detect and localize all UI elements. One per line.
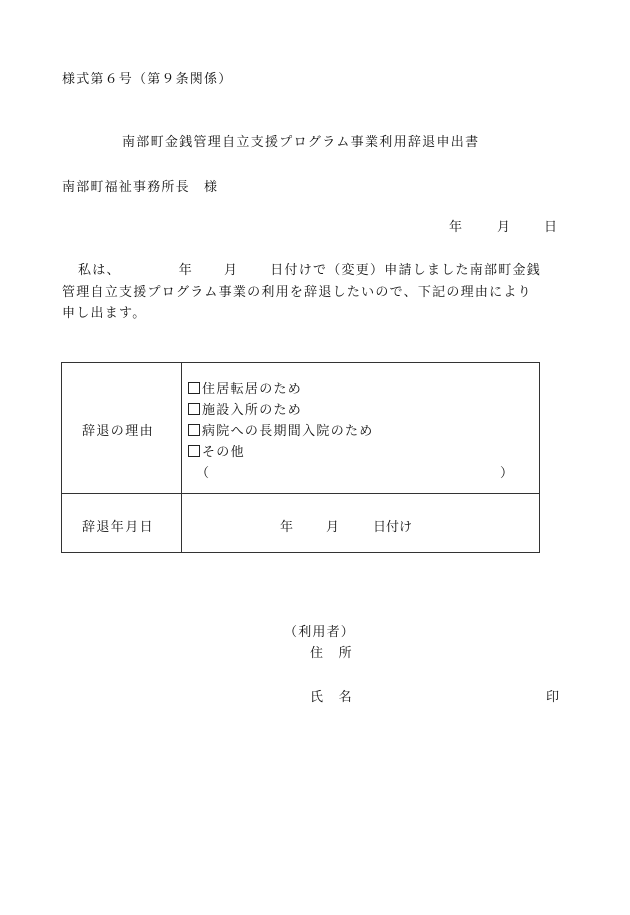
withdrawal-date-label: 辞退年月日 (82, 520, 155, 535)
reason-option-label: 施設入所のため (202, 403, 303, 418)
addressee: 南部町福祉事務所長 様 (62, 180, 219, 195)
reason-option-facility[interactable] (188, 399, 302, 418)
table-divider-horizontal (62, 493, 539, 494)
withdrawal-year: 年 (280, 520, 294, 535)
withdrawal-table (61, 362, 540, 553)
reason-option-other[interactable] (188, 441, 245, 460)
reason-label: 辞退の理由 (82, 424, 155, 439)
checkbox-icon[interactable] (188, 403, 200, 415)
seal-label: 印 (546, 690, 561, 705)
withdrawal-month: 月 (326, 520, 340, 535)
withdrawal-day: 日付け (373, 520, 413, 535)
body-line-1 (62, 259, 541, 278)
applicant-label: （利用者） (284, 625, 356, 640)
reason-option-hospital[interactable] (188, 420, 374, 439)
reason-option-relocation[interactable] (188, 378, 302, 397)
checkbox-icon[interactable] (188, 382, 200, 394)
applicant-address-label: 住 所 (310, 646, 353, 661)
date-day-label: 日 (544, 220, 559, 235)
date-month-label: 月 (497, 220, 512, 235)
other-reason-paren-open: （ (196, 466, 210, 481)
body-line-3: 申し出ます。 (62, 306, 147, 321)
checkbox-icon[interactable] (188, 424, 200, 436)
other-reason-paren-close: ） (500, 466, 514, 481)
reason-option-label: 住居転居のため (202, 382, 303, 397)
reason-option-label: 病院への長期間入院のため (202, 424, 374, 439)
body-line-2: 管理自立支援プログラム事業の利用を辞退したいので、下記の理由により (62, 285, 532, 300)
date-year-label: 年 (449, 220, 464, 235)
reason-option-label: その他 (202, 445, 245, 460)
document-title: 南部町金銭管理自立支援プログラム事業利用辞退申出書 (122, 135, 480, 150)
body-intro: 私は、 (78, 263, 121, 278)
body-line1-rest: 日付けで（変更）申請しました南部町金銭 (270, 263, 542, 278)
checkbox-icon[interactable] (188, 445, 200, 457)
body-year: 年 (178, 263, 194, 278)
table-divider-vertical (181, 363, 182, 552)
form-number: 様式第６号（第９条関係） (62, 72, 233, 87)
body-month: 月 (224, 263, 239, 278)
applicant-name-label: 氏 名 (310, 690, 353, 705)
